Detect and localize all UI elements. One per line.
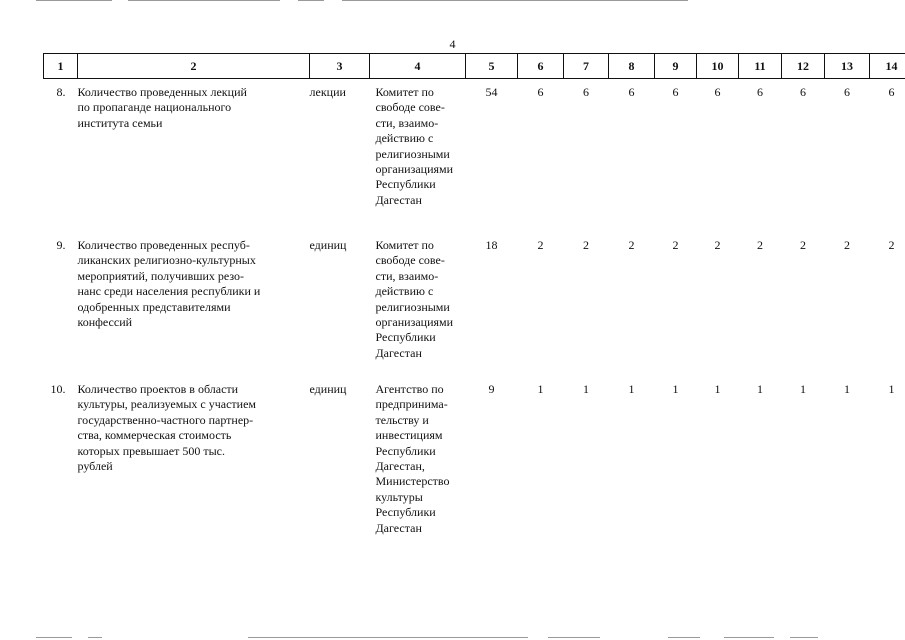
value-cell: 1 [583, 382, 589, 396]
value-cell: 6 [537, 85, 544, 99]
executor-line: культуры [375, 489, 423, 504]
value-cell: 9 [488, 382, 495, 396]
value-cell: 6 [888, 85, 895, 99]
unit-of-measure: единиц [309, 238, 347, 252]
executor-line: предпринима- [375, 397, 448, 412]
value-cell: 1 [714, 382, 721, 396]
value-cell: 54 [485, 85, 498, 99]
indicator-name-line: рублей [77, 459, 113, 474]
executor-line: организациями [375, 315, 454, 330]
responsible-executor [370, 79, 466, 233]
value-cell: 2 [537, 238, 544, 252]
scan-artifact-line [88, 637, 102, 638]
column-header: 13 [825, 54, 870, 79]
executor-line: действию с [375, 131, 434, 146]
column-header: 10 [697, 54, 739, 79]
indicator-name-line: по пропаганде национального [77, 100, 232, 115]
value-cell: 1 [888, 382, 895, 396]
value-cell: 2 [844, 238, 850, 252]
column-header: 8 [609, 54, 655, 79]
indicator-name [78, 79, 310, 233]
executor-line: инвестициям [375, 428, 443, 443]
executor-line: сти, взаимо- [375, 268, 439, 283]
unit-of-measure: лекции [309, 85, 346, 99]
column-header: 1 [44, 54, 78, 79]
value-cell: 2 [757, 238, 763, 252]
indicator-name-line: ства, коммерческая стоимость [77, 428, 232, 443]
executor-line: Дагестан [375, 520, 422, 535]
indicator-name-line: Количество проведенных лекций [77, 85, 247, 99]
value-cell: 2 [888, 238, 895, 252]
row-number: 10. [50, 382, 66, 396]
executor-line: Дагестан [375, 192, 422, 207]
executor-line: Комитет по [375, 85, 434, 99]
indicator-name-line: конфессий [77, 315, 133, 330]
executor-line: Республики [375, 505, 436, 520]
value-cell: 6 [714, 85, 721, 99]
value-cell: 1 [628, 382, 635, 396]
column-header: 6 [518, 54, 564, 79]
scan-artifact-line [668, 637, 700, 638]
indicator-name [78, 376, 310, 536]
value-cell: 6 [844, 85, 850, 99]
value-cell: 2 [714, 238, 721, 252]
value-cell: 1 [844, 382, 850, 396]
column-header: 7 [564, 54, 609, 79]
executor-line: свободе сове- [375, 100, 445, 115]
value-cell: 2 [672, 238, 679, 252]
executor-line: Республики [375, 330, 436, 345]
value-cell: 2 [628, 238, 635, 252]
value-cell: 2 [800, 238, 806, 252]
scan-artifact-line [128, 0, 280, 1]
page-number: 4 [449, 37, 456, 51]
column-header: 2 [78, 54, 310, 79]
value-cell: 6 [583, 85, 589, 99]
value-cell: 18 [485, 238, 498, 252]
row-number: 8. [56, 85, 66, 99]
indicator-name-line: которых превышает 500 тыс. [77, 443, 225, 458]
column-header: 5 [466, 54, 518, 79]
executor-line: Комитет по [375, 238, 434, 252]
indicator-name-line: института семьи [77, 115, 163, 130]
executor-line: Республики [375, 443, 436, 458]
value-cell: 1 [537, 382, 544, 396]
responsible-executor [370, 376, 466, 536]
executor-line: организациями [375, 162, 454, 177]
executor-line: свободе сове- [375, 253, 445, 268]
executor-line: Республики [375, 177, 436, 192]
value-cell: 1 [672, 382, 679, 396]
scan-artifact-line [342, 0, 688, 1]
scan-artifact-line [298, 0, 324, 1]
indicator-name-line: одобренных представителями [77, 299, 231, 314]
value-cell: 6 [800, 85, 806, 99]
column-header: 11 [739, 54, 782, 79]
value-cell: 6 [672, 85, 679, 99]
column-header: 9 [655, 54, 697, 79]
executor-line: сти, взаимо- [375, 115, 439, 130]
column-header: 14 [870, 54, 905, 79]
executor-line: Дагестан, [375, 459, 425, 474]
scan-artifact-line [724, 637, 774, 638]
value-cell: 1 [757, 382, 763, 396]
column-number-header-row [44, 54, 905, 79]
table-row [44, 79, 905, 233]
column-header: 12 [782, 54, 825, 79]
column-header: 3 [310, 54, 370, 79]
scan-artifact-line [36, 637, 72, 638]
value-cell: 6 [628, 85, 635, 99]
indicator-name-line: ликанских религиозно-культурных [77, 253, 256, 268]
indicator-name-line: нанс среди населения республики и [77, 284, 261, 299]
table-row [44, 376, 905, 536]
executor-line: религиозными [375, 299, 450, 314]
indicator-name-line: Количество проектов в области [77, 382, 239, 396]
scan-artifact-line [548, 637, 600, 638]
column-header: 4 [370, 54, 466, 79]
indicator-name-line: культуры, реализуемых с участием [77, 397, 257, 412]
row-number: 9. [56, 238, 66, 252]
value-cell: 1 [800, 382, 806, 396]
scan-artifact-line [790, 637, 818, 638]
indicator-table [43, 53, 905, 536]
unit-of-measure: единиц [309, 382, 347, 396]
indicator-name [78, 232, 310, 376]
executor-line: Министерство [375, 474, 450, 489]
indicator-name-line: государственно-частного партнер- [77, 412, 254, 427]
indicator-name-line: Количество проведенных респуб- [77, 238, 250, 252]
value-cell: 6 [757, 85, 763, 99]
scan-artifact-line [248, 637, 528, 638]
value-cell: 2 [583, 238, 589, 252]
executor-line: религиозными [375, 146, 450, 161]
indicator-name-line: мероприятий, получивших резо- [77, 268, 245, 283]
scan-artifact-line [36, 0, 112, 1]
table-row [44, 232, 905, 376]
responsible-executor [370, 232, 466, 376]
executor-line: действию с [375, 284, 434, 299]
executor-line: Дагестан [375, 345, 422, 360]
executor-line: Агентство по [375, 382, 444, 396]
executor-line: тельству и [375, 412, 429, 427]
